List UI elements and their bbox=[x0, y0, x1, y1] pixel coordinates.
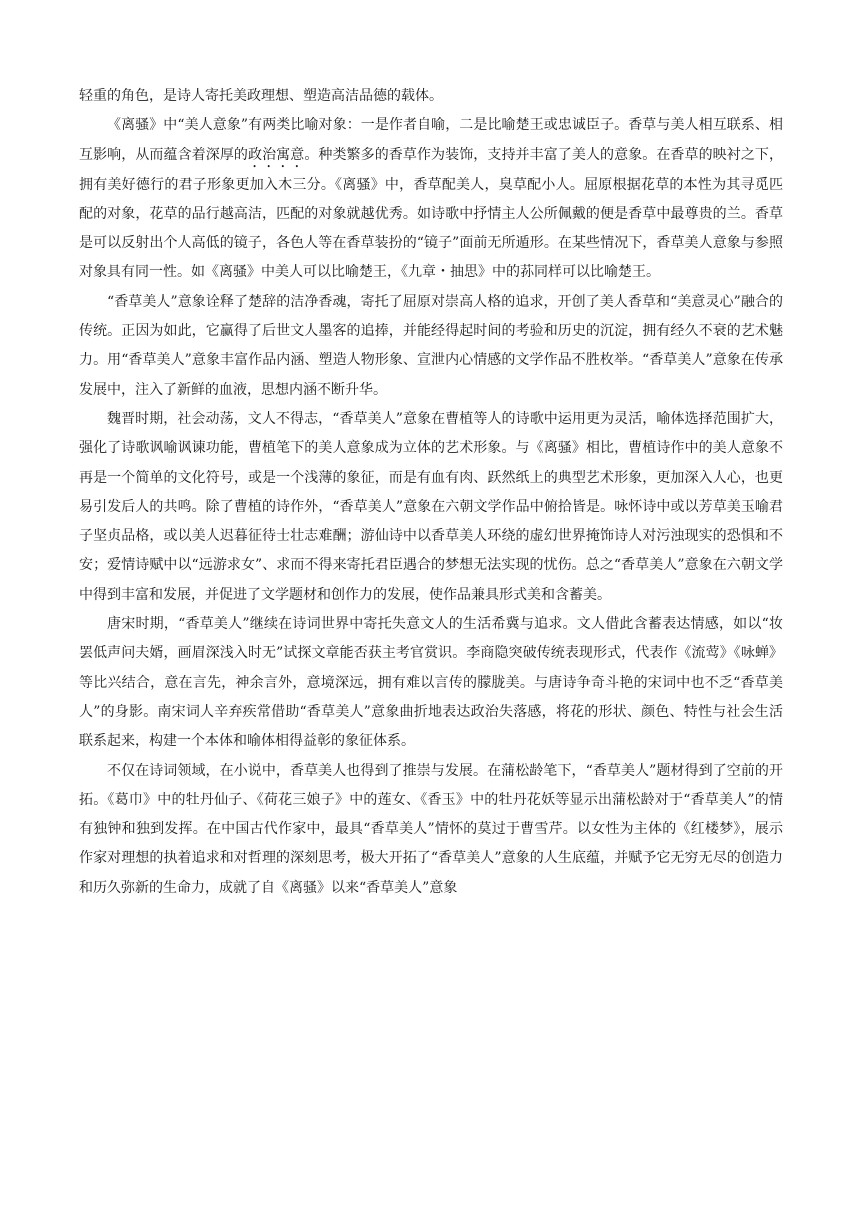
paragraph-text: 不仅在诗词领域，在小说中，香草美人也得到了推崇与发展。在蒲松龄笔下，“香草美人”题材得到了空前的开拓。《葛巾》中的牡丹仙子、《荷花三娘子》中的莲女、《香玉》中的牡丹花妖等显示出蒲松龄对于“香草美人”的情有独钟和独到发挥。在中国古代作家中，最具“香草美人”情怀的莫过于曹雪芹。以女性为主体的《红楼梦》，展示作家对理想的执着追求和对哲理的深刻思考，极大开拓了“香草美人”意象的人生底蕴，并赋予它无穷无尽的创造力和历久弥新的生命力，成就了自《离骚》以来“香草美人”意象 bbox=[79, 762, 783, 896]
paragraph bbox=[79, 405, 783, 610]
paragraph bbox=[79, 82, 783, 111]
paragraph bbox=[79, 610, 783, 756]
paragraph-text: 魏晋时期，社会动荡，文人不得志，“香草美人”意象在曹植等人的诗歌中运用更为灵活，喻体选择范围扩大，强化了诗歌讽喻讽谏功能，曹植笔下的美人意象成为立体的艺术形象。与《离骚》相比，曹植诗作中的美人意象不再是一个简单的文化符号，或是一个浅薄的象征，而是有血有肉、跃然纸上的典型艺术形象，更加深入人心，也更易引发后人的共鸣。除了曹植的诗作外，“香草美人”意象在六朝文学作品中俯拾皆是。咏怀诗中或以芳草美玉喻君子坚贞品格，或以美人迟暮征待士壮志难酬；游仙诗中以香草美人环绕的虚幻世界掩饰诗人对污浊现实的恐惧和不安；爱情诗赋中以“远游求女”、求而不得来寄托君臣遇合的梦想无法实现的忧伤。总之“香草美人”意象在六朝文学中得到丰富和发展，并促进了文学题材和创作力的发展，使作品兼具形式美和含蓄美。 bbox=[79, 410, 783, 603]
document-body bbox=[79, 82, 783, 903]
paragraph-text: 。种类繁多的香草作为装饰，支持并丰富了美人的意象。在香草的映衬之下，拥有美好德行的君子形象更加入木三分。《离骚》中，香草配美人，臭草配小人。屈原根据花草的本性为其寻觅匹配的对象，花草的品行越高洁，匹配的对象就越优秀。如诗歌中抒情主人公所佩戴的便是香草中最尊贵的兰。香草是可以反射出个人高低的镜子，各色人等在香草装扮的“镜子”面前无所遁形。在某些情况下，香草美人意象与参照对象具有同一性。如《离骚》中美人可以比喻楚王，《九章・抽思》中的荪同样可以比喻楚王。 bbox=[79, 146, 784, 281]
paragraph bbox=[79, 757, 783, 903]
paragraph-text: 轻重的角色，是诗人寄托美政理想、塑造高洁品德的载体。 bbox=[79, 88, 443, 104]
paragraph-text: “香草美人”意象诠释了楚辞的洁净香魂，寄托了屈原对崇高人格的追求，开创了美人香草和“美意灵心”融合的传统。正因为如此，它赢得了后世文人墨客的追捧，并能经得起时间的考验和历史的沉淀，拥有经久不衰的艺术魅力。用“香草美人”意象丰富作品内涵、塑造人物形象、宣泄内心情感的文学作品不胜枚举。“香草美人”意象在传承发展中，注入了新鲜的血液，思想内涵不断升华。 bbox=[79, 293, 783, 398]
paragraph-text: 唐宋时期，“香草美人”继续在诗词世界中寄托失意文人的生活希冀与追求。文人借此含蓄表达情感，如以“妆罢低声问夫婿，画眉深浅入时无”试探文章能否获主考官赏识。李商隐突破传统表现形式，代表作《流莺》《咏蝉》等比兴结合，意在言先，神余言外，意境深远，拥有难以言传的朦胧美。与唐诗争奇斗艳的宋词中也不乏“香草美人”的身影。南宋词人辛弃疾常借助“香草美人”意象曲折地表达政治失落感，将花的形状、颜色、特性与社会生活联系起来，构建一个本体和喻体相得益彰的象征体系。 bbox=[79, 616, 783, 750]
paragraph bbox=[79, 111, 783, 287]
paragraph bbox=[79, 288, 783, 405]
paragraph-text: 《离骚》中“美人意象”有两类比喻对象：一是作者自喻，二是比喻楚王或忠诚臣子。香草与美人相互联系、相互影响，从而蕴含着深厚的 bbox=[79, 117, 783, 163]
emphasized-text: 政治寓意 bbox=[247, 146, 305, 163]
